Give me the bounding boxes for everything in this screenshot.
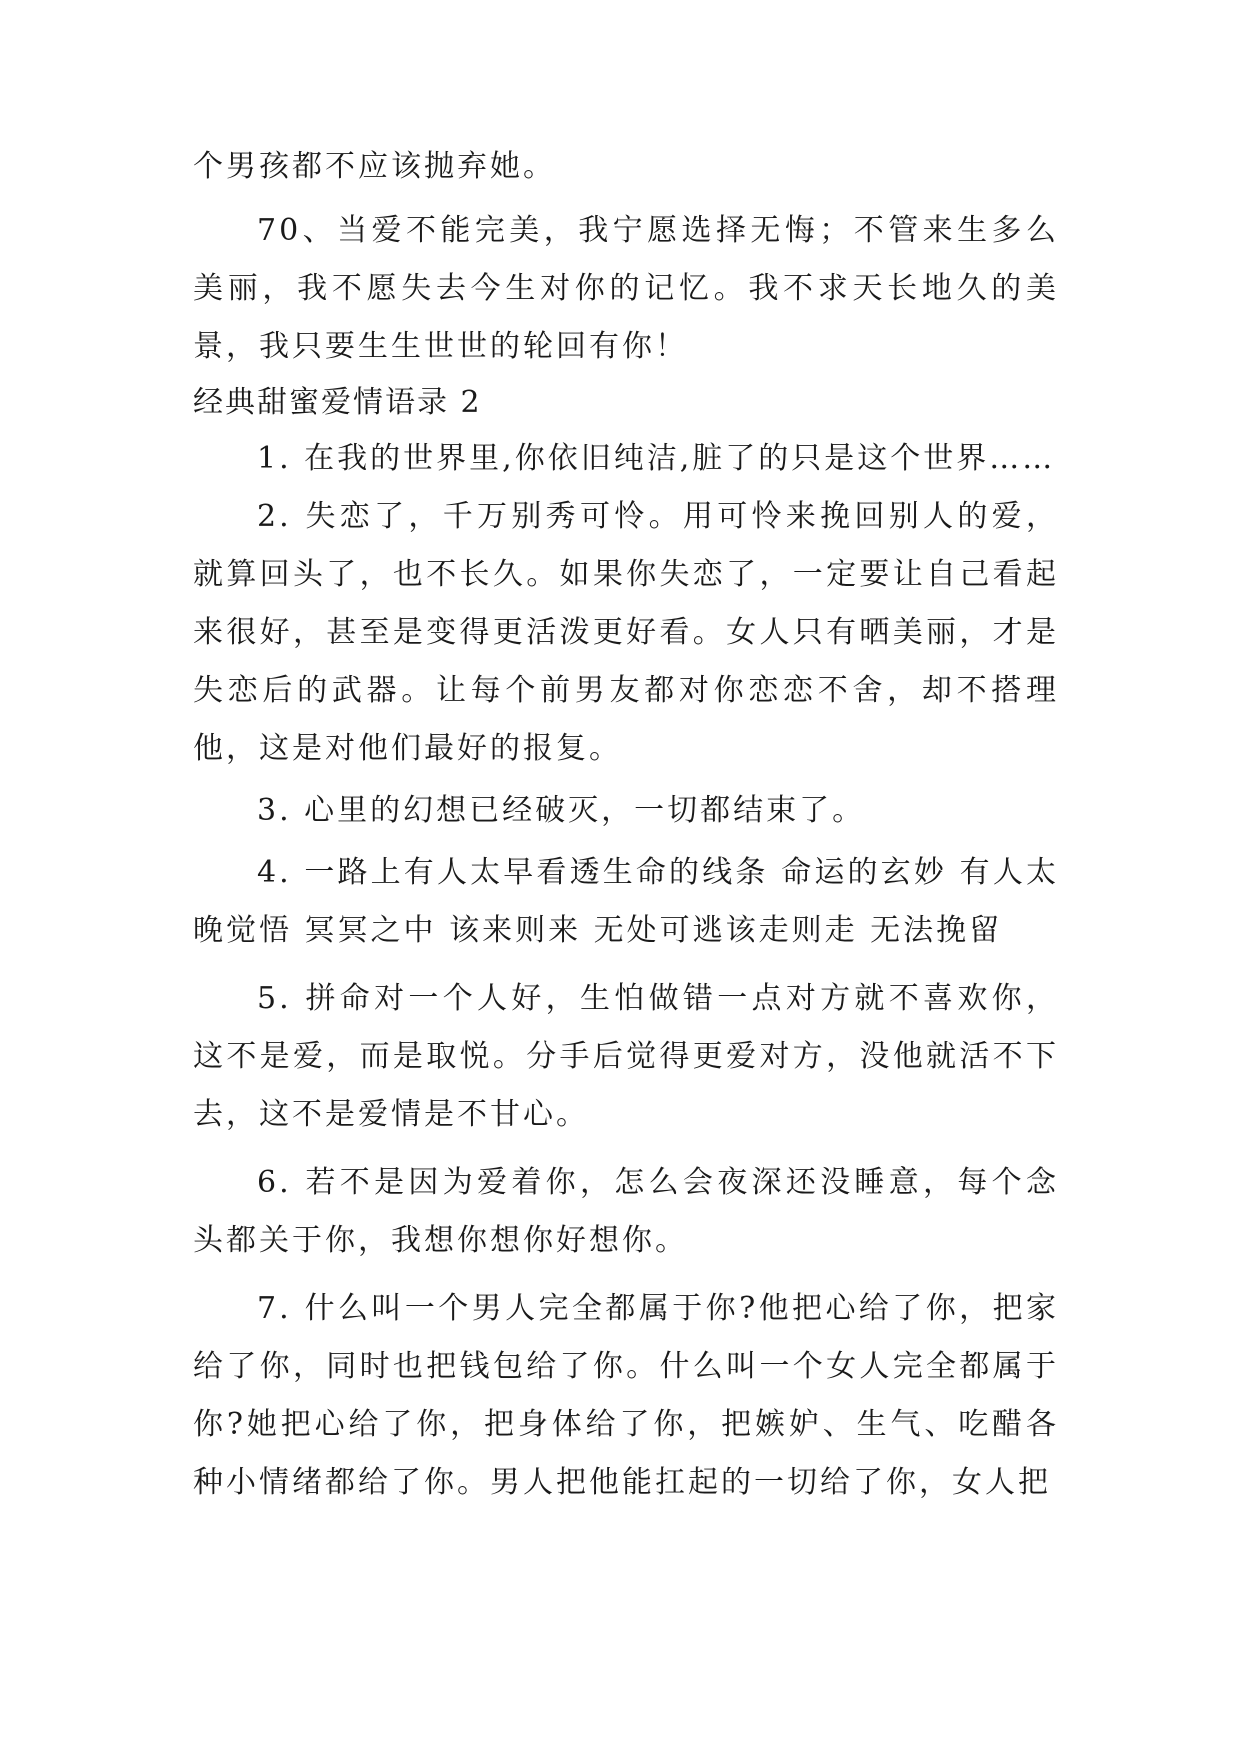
paragraph-item-1: 1. 在我的世界里,你依旧纯洁,脏了的只是这个世界…… (257, 441, 1056, 476)
section-heading: 经典甜蜜爱情语录 2 (193, 385, 482, 420)
document-page (193, 0, 1059, 1754)
paragraph-item-2: 2. 失恋了，千万别秀可怜。用可怜来挽回别人的爱，就算回头了，也不长久。如果你失恋了，一定要让自己看起来很好，甚至是变得更活泼更好看。女人只有晒美丽，才是失恋后的武器。让每个前男友都对你恋恋不舍，却不搭理他，这是对他们最好的报复。 (193, 499, 1059, 766)
paragraph-item-6: 6. 若不是因为爱着你，怎么会夜深还没睡意，每个念头都关于你，我想你想你好想你。 (193, 1165, 1059, 1258)
paragraph-item-70: 70、当爱不能完美，我宁愿选择无悔；不管来生多么美丽，我不愿失去今生对你的记忆。我不求天长地久的美景，我只要生生世世的轮回有你！ (193, 213, 1059, 364)
paragraph-item-5: 5. 拼命对一个人好，生怕做错一点对方就不喜欢你，这不是爱，而是取悦。分手后觉得更爱对方，没他就活不下去，这不是爱情是不甘心。 (193, 981, 1059, 1132)
paragraph-item-3: 3. 心里的幻想已经破灭，一切都结束了。 (257, 793, 866, 828)
top-margin (193, 0, 1059, 138)
paragraph-continuation: 个男孩都不应该抛弃她。 (193, 149, 556, 184)
paragraph-item-7: 7. 什么叫一个男人完全都属于你?他把心给了你，把家给了你，同时也把钱包给了你。什么叫一个女人完全都属于你?她把心给了你，把身体给了你，把嫉妒、生气、吃醋各种小情绪都给了你。男人把他能扛起的一切给了你，女人把 (193, 1291, 1059, 1500)
paragraph-item-4: 4. 一路上有人太早看透生命的线条 命运的玄妙 有人太晚觉悟 冥冥之中 该来则来 无处可逃该走则走 无法挽留 (193, 855, 1059, 948)
